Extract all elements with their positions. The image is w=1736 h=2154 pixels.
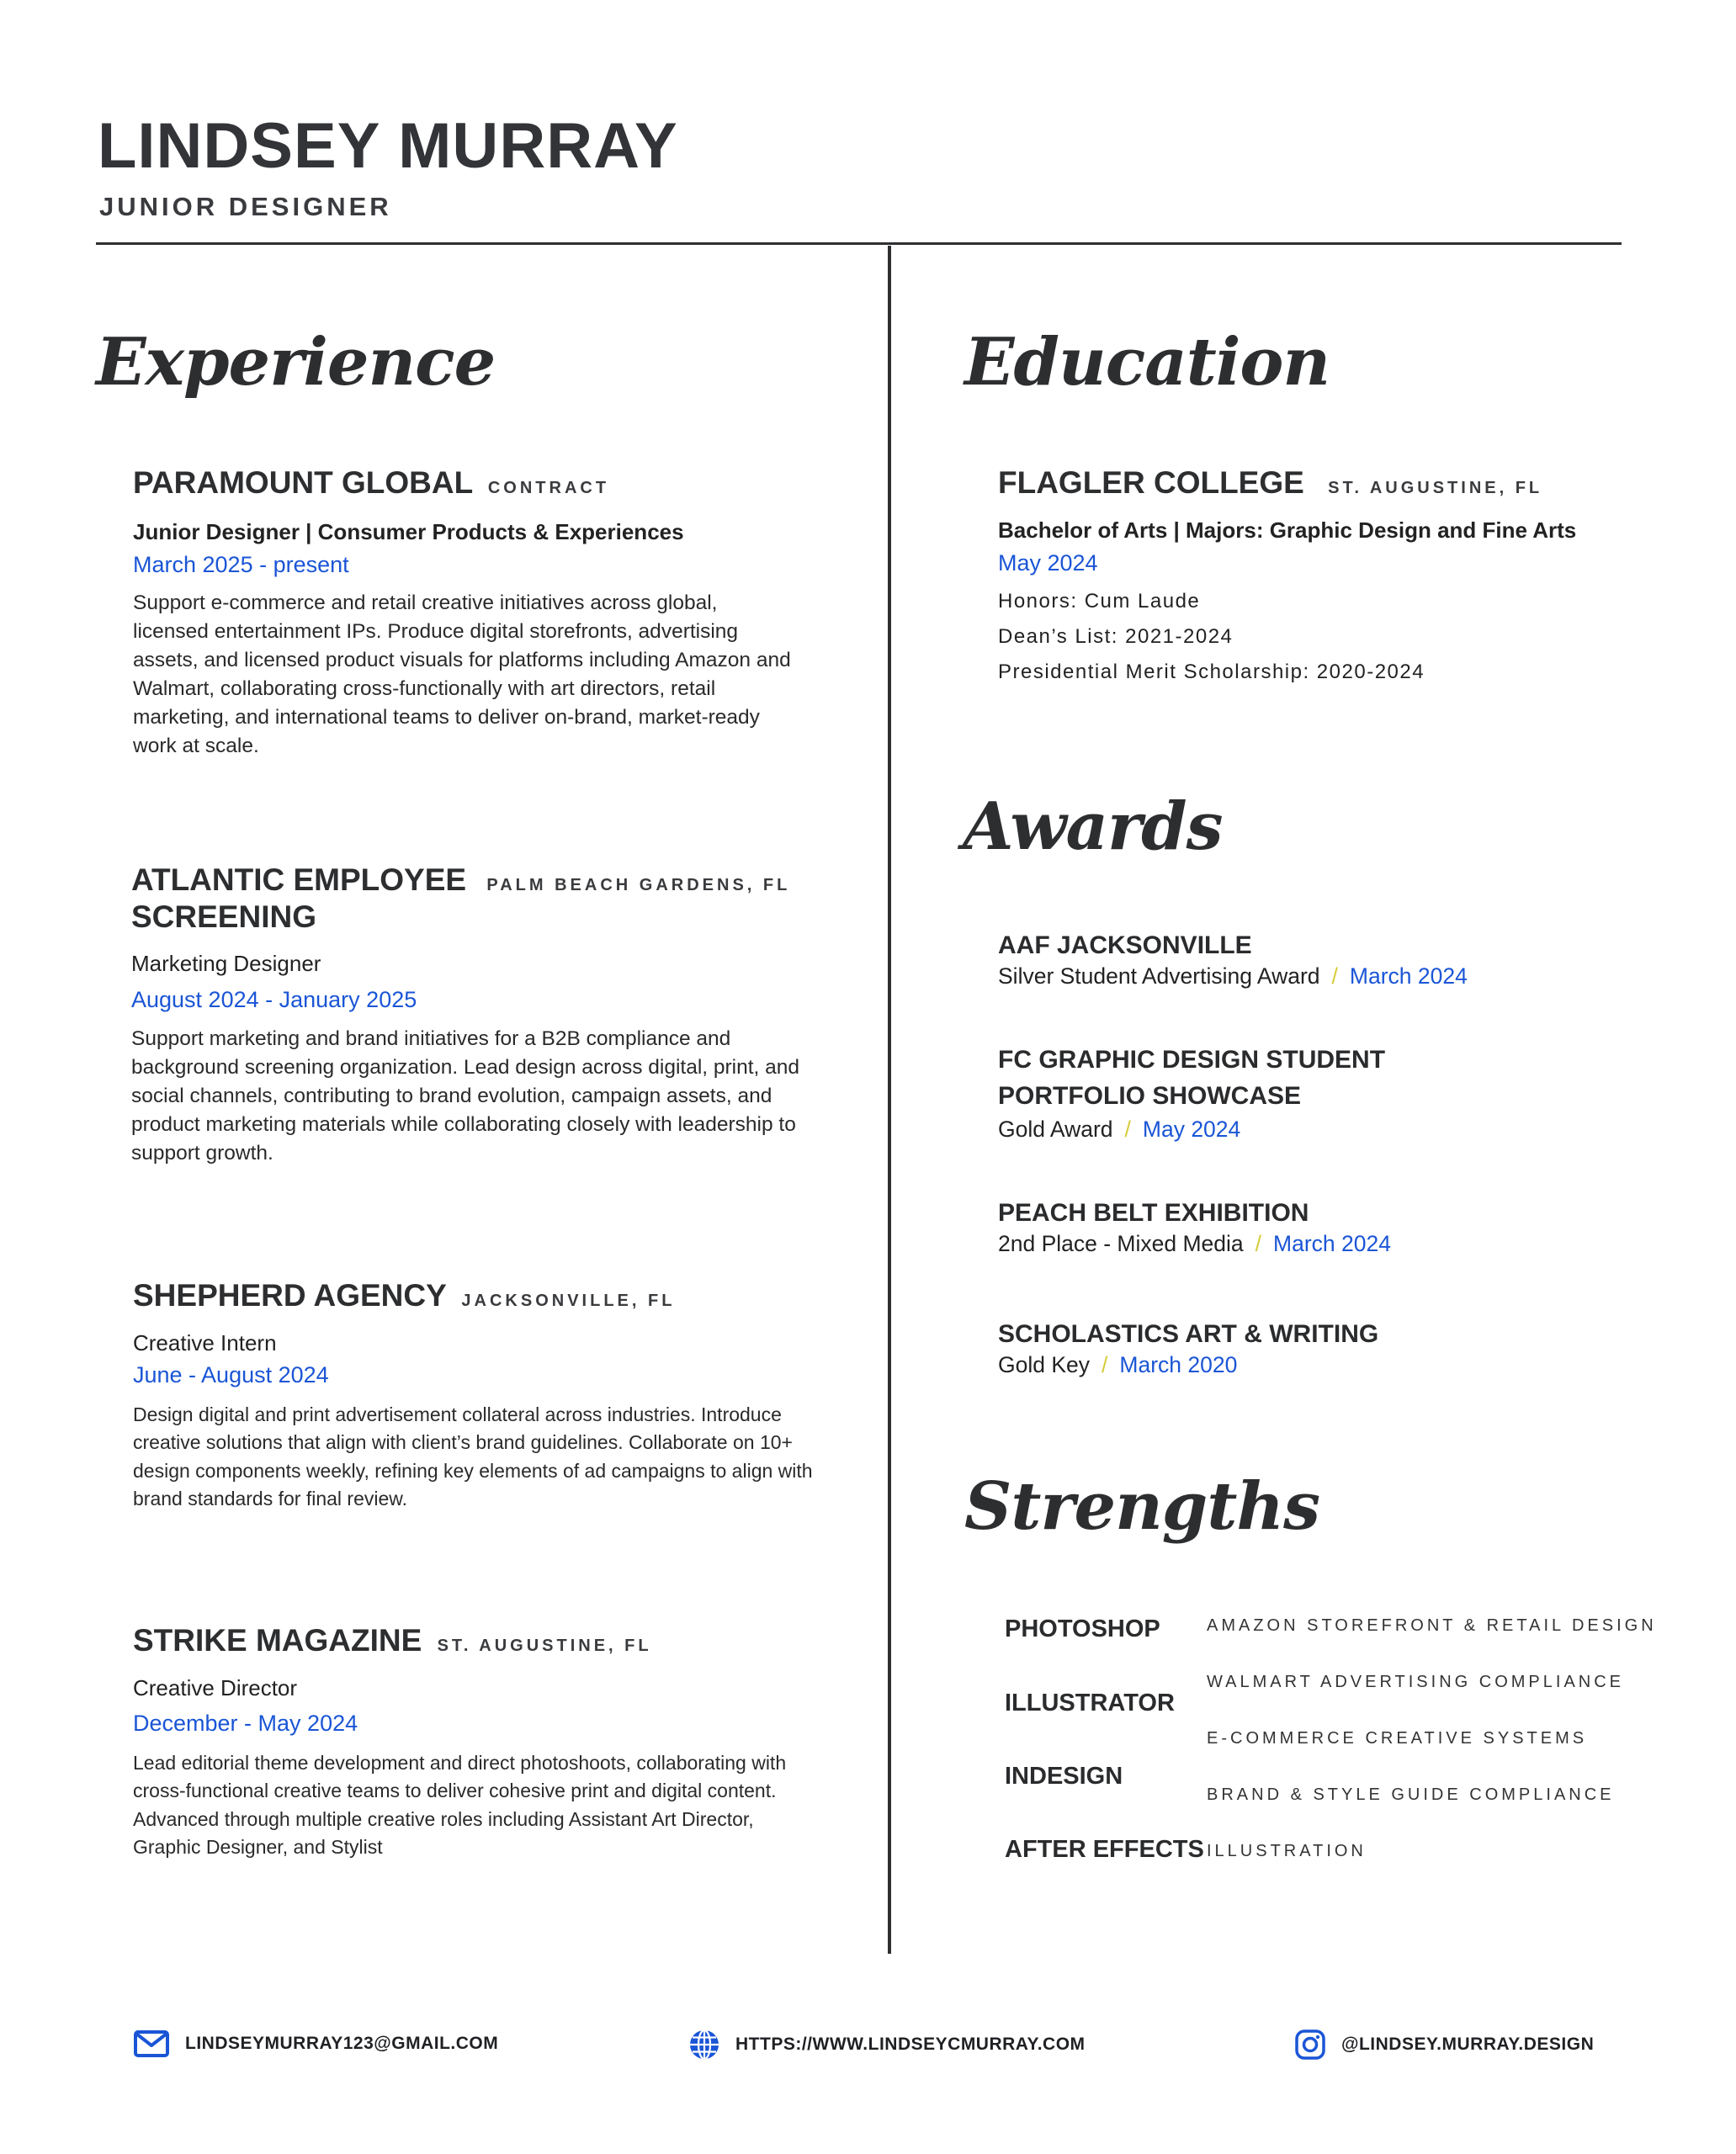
- instagram-text: @LINDSEY.MURRAY.DESIGN: [1341, 2035, 1595, 2054]
- job-dates: March 2025 - present: [133, 552, 349, 578]
- school-name: [998, 464, 1638, 501]
- award-separator: /: [1102, 1352, 1108, 1377]
- job-title: Junior Designer | Consumer Products & Experiences: [133, 518, 684, 544]
- skill-tool: INDESIGN: [1005, 1763, 1123, 1790]
- email-link[interactable]: [133, 2029, 498, 2058]
- skill-area: AMAZON STOREFRONT & RETAIL DESIGN: [1207, 1616, 1657, 1635]
- header-divider: [96, 242, 1622, 245]
- experience-item: [133, 1277, 823, 1514]
- job-title: Creative Intern: [133, 1329, 277, 1356]
- experience-item: [131, 862, 821, 1168]
- company-name: [131, 862, 821, 935]
- company-label-line2: SCREENING: [131, 899, 316, 934]
- school-label: FLAGLER COLLEGE: [998, 465, 1304, 500]
- award-separator: /: [1124, 1117, 1131, 1142]
- award-line: [998, 1117, 1638, 1143]
- job-description: Support marketing and brand initiatives for a B2B compliance and background screening organization. Lead design across digital, print, and social channels, contributing to brand evolution, campaign assets, and product marketing materials while collaborating closely with leadership to support growth.: [131, 1027, 800, 1165]
- award-line: [998, 1231, 1638, 1258]
- globe-icon: [688, 2029, 720, 2061]
- award-title: AAF JACKSONVILLE: [998, 931, 1252, 959]
- award-separator: /: [1255, 1231, 1262, 1256]
- envelope-icon: [133, 2029, 170, 2058]
- job-description: Support e-commerce and retail creative initiatives across global, licensed entertainment IPs. Produce digital storefronts, advertising assets, and licensed product visuals for platforms including Amazon and Walmart, collaborating cross-functionally with art directors, retail marketing, and international teams to deliver on-brand, market-ready work at scale.: [133, 591, 791, 757]
- website-text: HTTPS://WWW.LINDSEYCMURRAY.COM: [735, 2035, 1086, 2054]
- award-date: March 2024: [1273, 1231, 1391, 1256]
- company-location: PALM BEACH GARDENS, FL: [486, 876, 791, 894]
- education-item: [998, 464, 1638, 690]
- company-name: [133, 1277, 823, 1314]
- job-dates: August 2024 - January 2025: [131, 987, 417, 1013]
- job-title: Marketing Designer: [131, 951, 321, 977]
- column-divider: [888, 246, 891, 1954]
- school-location: ST. AUGUSTINE, FL: [1328, 479, 1543, 497]
- award-line: [998, 963, 1638, 990]
- award-title: FC GRAPHIC DESIGN STUDENT: [998, 1046, 1386, 1074]
- company-location: JACKSONVILLE, FL: [461, 1292, 676, 1310]
- job-title: Creative Director: [133, 1674, 298, 1700]
- award-date: March 2024: [1349, 963, 1468, 989]
- skill-area: ILLUSTRATION: [1207, 1842, 1367, 1860]
- skill-area: E-COMMERCE CREATIVE SYSTEMS: [1207, 1729, 1588, 1748]
- experience-heading: Experience: [96, 324, 496, 401]
- graduation-date: May 2024: [998, 550, 1098, 576]
- award-name: Gold Key: [998, 1352, 1091, 1377]
- award-name: 2nd Place - Mixed Media: [998, 1231, 1244, 1256]
- job-dates: June - August 2024: [133, 1362, 329, 1388]
- company-label: ATLANTIC EMPLOYEE: [131, 862, 467, 897]
- award-date: May 2024: [1142, 1117, 1241, 1142]
- experience-item: [133, 464, 806, 761]
- award-item: [998, 1316, 1638, 1379]
- award-item: [998, 1042, 1638, 1143]
- email-text: LINDSEYMURRAY123@GMAIL.COM: [185, 2034, 499, 2053]
- job-description: Lead editorial theme development and direct photoshoots, collaborating with cross-functional creative teams to deliver cohesive print and digital content. Advanced through multiple creative roles including Assistant Art Director, Graphic Designer, and Stylist: [133, 1751, 787, 1859]
- company-name: [133, 1622, 823, 1659]
- education-details: [998, 584, 1638, 690]
- job-description: Design digital and print advertisement collateral across industries. Introduce creative solutions that align with client’s brand guidelines. Collaborate on 10+ design components weekly, refining key elements of ad campaigns to align with brand standards for final review.: [133, 1403, 813, 1510]
- education-detail: Dean’s List: 2021-2024: [998, 624, 1234, 648]
- award-title-line2: PORTFOLIO SHOWCASE: [998, 1082, 1301, 1110]
- skill-tool: PHOTOSHOP: [1005, 1616, 1160, 1642]
- skill-area: BRAND & STYLE GUIDE COMPLIANCE: [1207, 1785, 1615, 1804]
- awards-heading: Awards: [963, 788, 1223, 865]
- education-detail: Honors: Cum Laude: [998, 589, 1201, 613]
- award-name: Gold Award: [998, 1117, 1113, 1142]
- award-date: March 2020: [1119, 1352, 1238, 1377]
- skill-area: WALMART ADVERTISING COMPLIANCE: [1207, 1673, 1625, 1691]
- award-separator: /: [1331, 963, 1338, 989]
- job-role: JUNIOR DESIGNER: [99, 192, 392, 221]
- company-label: SHEPHERD AGENCY: [133, 1278, 447, 1313]
- skill-tool: ILLUSTRATOR: [1005, 1690, 1175, 1716]
- instagram-icon: [1294, 2029, 1326, 2061]
- skill-tool: AFTER EFFECTS: [1005, 1836, 1204, 1863]
- degree: Bachelor of Arts | Majors: Graphic Design and Fine Arts: [998, 517, 1577, 543]
- education-detail: Presidential Merit Scholarship: 2020-2024: [998, 660, 1425, 683]
- award-line: [998, 1352, 1638, 1379]
- website-link[interactable]: [688, 2029, 1086, 2061]
- award-item: [998, 1195, 1638, 1258]
- experience-item: [133, 1622, 823, 1862]
- company-location: CONTRACT: [487, 479, 610, 497]
- company-location: ST. AUGUSTINE, FL: [437, 1637, 652, 1655]
- resume-name: LINDSEY MURRAY: [98, 110, 678, 182]
- job-dates: December - May 2024: [133, 1711, 358, 1737]
- company-label: STRIKE MAGAZINE: [133, 1623, 422, 1658]
- award-item: [998, 927, 1638, 990]
- award-name: Silver Student Advertising Award: [998, 963, 1320, 989]
- award-title: SCHOLASTICS ART & WRITING: [998, 1320, 1379, 1348]
- company-name: [133, 464, 806, 501]
- strengths-heading: Strengths: [964, 1468, 1319, 1545]
- company-label: PARAMOUNT GLOBAL: [133, 465, 473, 500]
- instagram-link[interactable]: [1294, 2029, 1594, 2061]
- education-heading: Education: [964, 324, 1330, 401]
- award-title: PEACH BELT EXHIBITION: [998, 1199, 1309, 1227]
